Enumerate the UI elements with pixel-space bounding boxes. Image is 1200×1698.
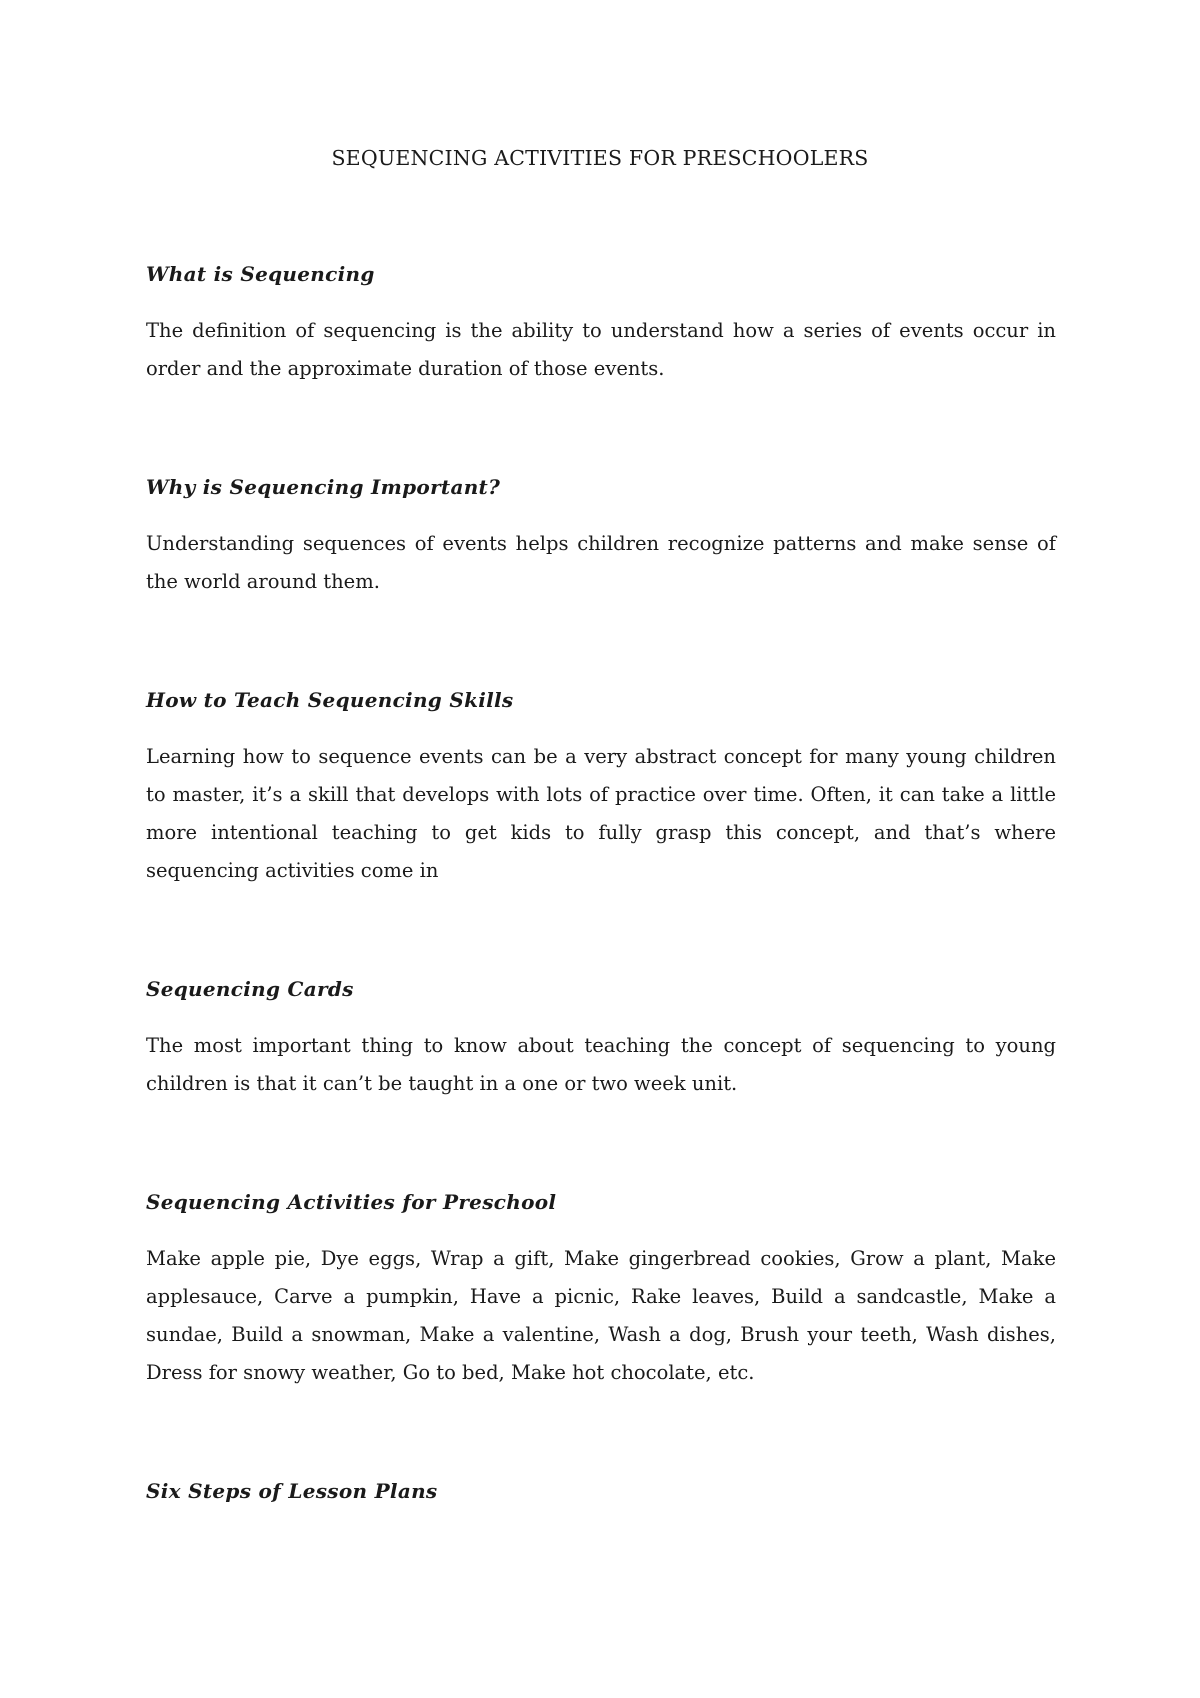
section-body-sequencing-cards: The most important thing to know about teaching the concept of sequencing to young children is that it can’t be taught in a one or two week unit. <box>146 1034 1056 1095</box>
section-body-activities-for-preschool: Make apple pie, Dye eggs, Wrap a gift, Make gingerbread cookies, Grow a plant, Make applesauce, Carve a pumpkin, Have a picnic, Rake leaves, Build a sandcastle, Make a sundae, Build a snowman, Make a valentine, Wash a dog, Brush your teeth, Wash dishes, Dress for snowy weather, Go to bed, Make hot chocolate, etc. <box>146 1247 1056 1384</box>
section-heading-why-important: Why is Sequencing Important? <box>146 475 501 499</box>
section-heading-what-is-sequencing: What is Sequencing <box>146 262 375 286</box>
section-heading-activities-for-preschool: Sequencing Activities for Preschool <box>146 1190 557 1214</box>
section-heading-six-steps: Six Steps of Lesson Plans <box>146 1479 438 1503</box>
section-body-why-important: Understanding sequences of events helps children recognize patterns and make sense of the world around them. <box>146 532 1056 593</box>
document-title: SEQUENCING ACTIVITIES FOR PRESCHOOLERS <box>331 146 869 170</box>
section-body-what-is-sequencing: The definition of sequencing is the ability to understand how a series of events occur in order and the approximate duration of those events. <box>146 319 1056 380</box>
section-heading-sequencing-cards: Sequencing Cards <box>146 977 354 1001</box>
section-heading-how-to-teach: How to Teach Sequencing Skills <box>146 688 514 712</box>
section-body-how-to-teach: Learning how to sequence events can be a very abstract concept for many young children to master, it’s a skill that develops with lots of practice over time. Often, it can take a little more intentional teaching to get kids to fully grasp this concept, and that’s where sequencing activities come in <box>146 745 1056 882</box>
